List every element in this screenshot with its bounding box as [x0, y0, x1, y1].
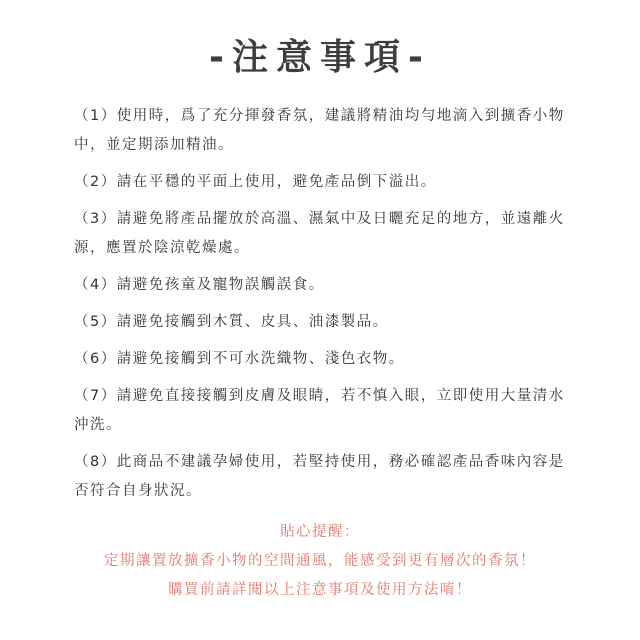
reminder-line-2: 購買前請詳閱以上注意事項及使用方法唷！ [168, 582, 472, 598]
note-item-3: （3）請避免將產品擺放於高溫、濕氣中及日曬充足的地方，並遠離火源，應置於陰涼乾燥處。 [74, 211, 565, 256]
note-item-8: （8）此商品不建議孕婦使用，若堅持使用，務必確認產品香味內容是否符合自身狀況。 [74, 454, 565, 499]
reminder-line-1: 定期讓置放擴香小物的空間通風，能感受到更有層次的香氛！ [104, 553, 536, 569]
reminder-heading: 貼心提醒： [280, 524, 360, 540]
notes-list [74, 102, 574, 514]
page-title: -注意事項- [209, 37, 431, 78]
note-item-7: （7）請避免直接接觸到皮膚及眼睛，若不慎入眼，立即使用大量清水沖洗。 [74, 388, 565, 433]
note-item-5: （5）請避免接觸到木質、皮具、油漆製品。 [74, 314, 389, 330]
note-item-4: （4）請避免孩童及寵物誤觸誤食。 [74, 277, 325, 293]
note-item-6: （6）請避免接觸到不可水洗織物、淺色衣物。 [74, 351, 405, 367]
note-item-2: （2）請在平穩的平面上使用，避免產品倒下溢出。 [74, 174, 437, 190]
note-item-1: （1）使用時，爲了充分揮發香氛，建議將精油均勻地滴入到擴香小物中，並定期添加精油。 [74, 108, 565, 153]
reminder-block [0, 518, 640, 605]
